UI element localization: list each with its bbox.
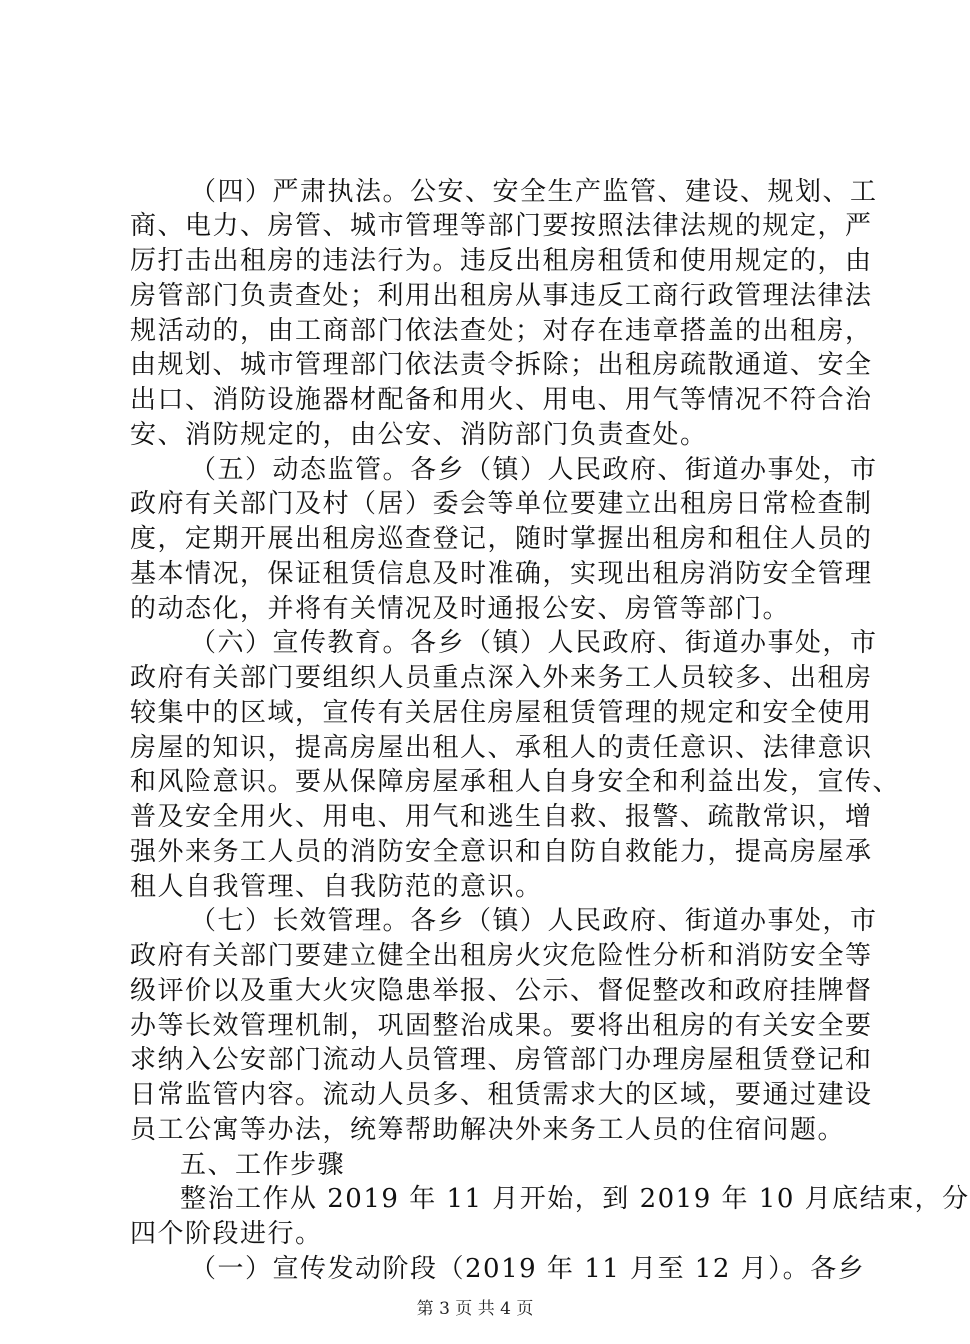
text-line: （六）宣传教育。各乡（镇）人民政府、街道办事处，市 [190,628,878,658]
text-line: 日常监管内容。流动人员多、租赁需求大的区域，要通过建设 [130,1080,873,1110]
text-line: 较集中的区域，宣传有关居住房屋租赁管理的规定和安全使用 [130,698,873,728]
text-line: （七）长效管理。各乡（镇）人民政府、街道办事处，市 [190,906,878,936]
text-line: 房屋的知识，提高房屋出租人、承租人的责任意识、法律意识 [130,733,873,763]
page-footer: 第 3 页 共 4 页 [416,1299,534,1319]
text-line: 规活动的，由工商部门依法查处；对存在违章搭盖的出租房， [130,316,873,346]
section-heading: 五、工作步骤 [180,1150,346,1180]
text-line: 四个阶段进行。 [130,1219,323,1249]
text-line: 强外来务工人员的消防安全意识和自防自救能力，提高房屋承 [130,837,873,867]
text-line: （五）动态监管。各乡（镇）人民政府、街道办事处，市 [190,455,878,485]
text-line: 普及安全用火、用电、用气和逃生自救、报警、疏散常识，增 [130,802,873,832]
text-line: 度，定期开展出租房巡查登记，随时掌握出租房和租住人员的 [130,524,873,554]
text-line: （一）宣传发动阶段（2019 年 11 月至 12 月）。各乡 [190,1254,866,1284]
text-line: 的动态化，并将有关情况及时通报公安、房管等部门。 [130,594,791,624]
text-line: 基本情况，保证租赁信息及时准确，实现出租房消防安全管理 [130,559,873,589]
text-line: 安、消防规定的，由公安、消防部门负责查处。 [130,420,708,450]
text-line: 级评价以及重大火灾隐患举报、公示、督促整改和政府挂牌督 [130,976,873,1006]
text-line: 政府有关部门及村（居）委会等单位要建立出租房日常检查制 [130,489,873,519]
text-line: 求纳入公安部门流动人员管理、房管部门办理房屋租赁登记和 [130,1045,873,1075]
text-line: 出口、消防设施器材配备和用火、用电、用气等情况不符合治 [130,385,873,415]
text-line: 商、电力、房管、城市管理等部门要按照法律法规的规定，严 [130,211,873,241]
text-line: 和风险意识。要从保障房屋承租人自身安全和利益出发，宣传、 [130,767,901,797]
text-line: 厉打击出租房的违法行为。违反出租房租赁和使用规定的，由 [130,246,873,276]
text-line: 员工公寓等办法，统筹帮助解决外来务工人员的住宿问题。 [130,1115,846,1145]
text-line: 房管部门负责查处；利用出租房从事违反工商行政管理法律法 [130,281,873,311]
text-line: 办等长效管理机制，巩固整治成果。要将出租房的有关安全要 [130,1011,873,1041]
text-line: 政府有关部门要建立健全出租房火灾危险性分析和消防安全等 [130,941,873,971]
text-line: 整治工作从 2019 年 11 月开始，到 2019 年 10 月底结束，分 [180,1184,970,1214]
text-line: 政府有关部门要组织人员重点深入外来务工人员较多、出租房 [130,663,873,693]
text-line: 租人自我管理、自我防范的意识。 [130,872,543,902]
text-line: 由规划、城市管理部门依法责令拆除；出租房疏散通道、安全 [130,350,873,380]
text-line: （四）严肃执法。公安、安全生产监管、建设、规划、工 [190,177,878,207]
